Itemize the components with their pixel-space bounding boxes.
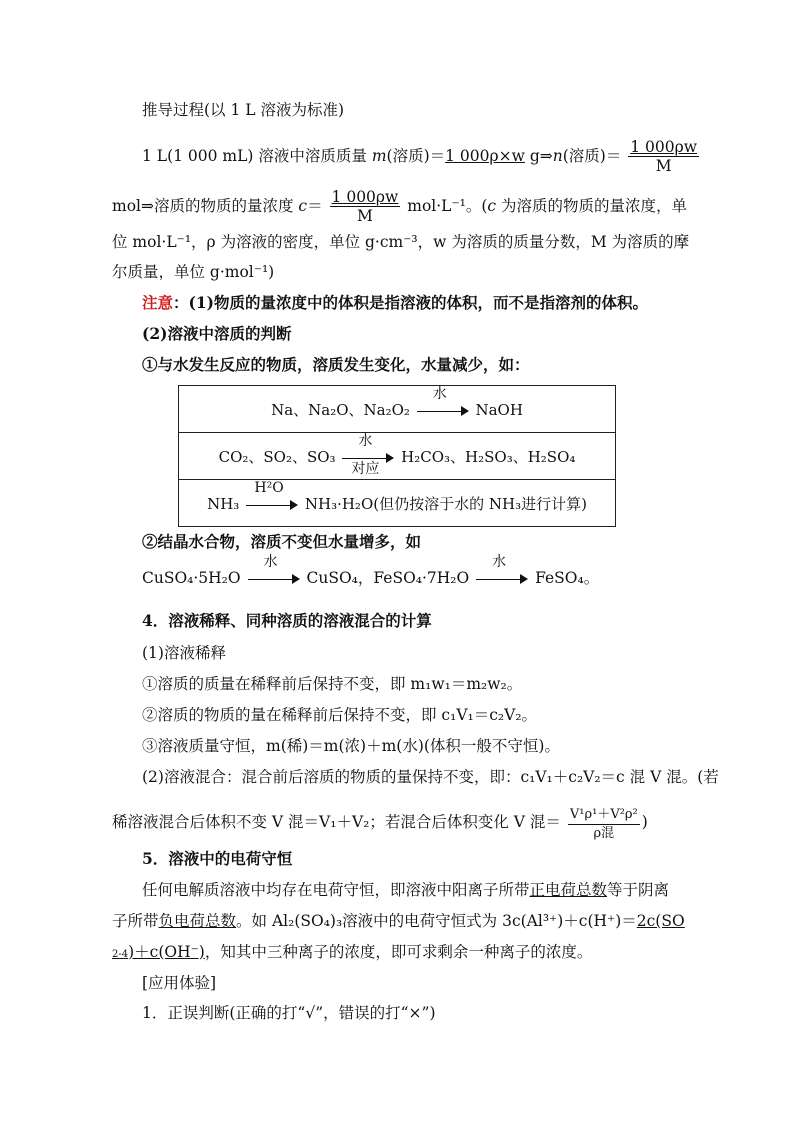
hydrate-1: CuSO₄·5H₂O xyxy=(142,569,241,587)
var-n: n xyxy=(552,147,563,165)
underlined-answer: 正电荷总数 xyxy=(529,881,608,899)
table-row xyxy=(179,480,616,527)
reactants: Na、Na₂O、Na₂O₂ xyxy=(271,400,410,419)
product-2: FeSO₄。 xyxy=(535,569,600,587)
arrow-head-icon xyxy=(292,574,300,584)
arrow-label: 水 xyxy=(492,554,507,570)
text: 等于阴离 xyxy=(607,881,670,899)
charge-conservation-line-2 xyxy=(112,911,685,931)
arrow-head-icon xyxy=(520,574,528,584)
underlined-answer: 1 000ρ×w xyxy=(445,147,525,165)
note-line xyxy=(142,293,648,313)
fraction-3 xyxy=(568,806,640,843)
fraction-numerator: V¹ρ¹＋V²ρ² xyxy=(568,806,640,825)
var-c: c xyxy=(298,197,308,215)
table-cell xyxy=(179,480,616,527)
section-5-heading: 5．溶液中的电荷守恒 xyxy=(142,849,293,868)
arrow-label: 水 xyxy=(358,432,373,449)
note-label: 注意 xyxy=(142,293,174,312)
arrow-label: 水 xyxy=(263,554,278,570)
reaction-arrow xyxy=(476,554,528,588)
note-text: ：(1)物质的量浓度中的体积是指溶液的体积，而不是指溶剂的体积。 xyxy=(173,293,648,312)
dilution-rule-3: ③溶液质量守恒，m(稀)＝m(浓)＋m(水)(体积一般不守恒)。 xyxy=(142,737,560,755)
text: 子所带 xyxy=(112,912,159,930)
text: 为溶质的物质的量浓度，单 xyxy=(496,197,688,215)
var-c: c xyxy=(487,197,497,215)
products: H₂CO₃、H₂SO₃、H₂SO₄ xyxy=(401,447,576,466)
charge-conservation-line-1 xyxy=(142,880,669,900)
fraction-numerator: 1 000ρw xyxy=(331,188,399,206)
dilution-rule-2: ②溶质的物质的量在稀释前后保持不变，即 c₁V₁＝c₂V₂。 xyxy=(142,706,538,724)
fraction-denominator: ρ混 xyxy=(593,826,615,841)
table-row xyxy=(179,433,616,480)
text: 1 L(1 000 mL) 溶液中溶质质量 xyxy=(142,147,372,165)
subheading-solute: (2)溶液中溶质的判断 xyxy=(142,324,292,343)
application-heading: [应用体验] xyxy=(142,974,217,992)
concentration-formula-line xyxy=(112,188,687,225)
fraction-denominator: M xyxy=(655,157,672,175)
text: mol⇒溶质的物质的量浓度 xyxy=(112,197,299,215)
text: (溶质)＝ xyxy=(562,147,622,165)
units-line: 位 mol·L⁻¹，ρ 为溶液的密度，单位 g·cm⁻³，w 为溶质的质量分数，M 为溶质的摩 xyxy=(112,233,690,251)
item-hydrate: ②结晶水合物，溶质不变但水量增多，如 xyxy=(142,532,422,551)
reaction-table xyxy=(178,385,616,527)
sulfate-charge: 2-4 xyxy=(112,949,129,960)
reaction-arrow xyxy=(246,479,298,514)
text: ＝ xyxy=(307,197,323,215)
hydrate-equation-line xyxy=(142,554,600,588)
subheading-dilution: (1)溶液稀释 xyxy=(142,644,226,662)
item-react-water: ①与水发生反应的物质，溶质发生变化，水量减少，如： xyxy=(142,355,530,374)
arrow-label-below: 对应 xyxy=(351,460,380,477)
arrow-label: H²O xyxy=(254,479,284,496)
text: 任何电解质溶液中均存在电荷守恒，即溶液中阳离子所带 xyxy=(142,881,530,899)
reaction-arrow xyxy=(417,385,469,420)
text: 。如 Al₂(SO₄)₃溶液中的电荷守恒式为 3c(Al³⁺)＋c(H⁺)＝ xyxy=(236,912,637,930)
table-cell xyxy=(179,433,616,480)
charge-conservation-line-3 xyxy=(112,942,592,965)
section-4-heading: 4．溶液稀释、同种溶质的溶液混合的计算 xyxy=(142,611,432,630)
arrow-head-icon xyxy=(461,406,469,416)
products: NaOH xyxy=(475,400,523,419)
arrow-label: 水 xyxy=(432,385,447,402)
text: (溶质)＝ xyxy=(386,147,446,165)
reactants: NH₃ xyxy=(207,494,240,513)
dilution-rule-1: ①溶质的质量在稀释前后保持不变，即 m₁w₁＝m₂w₂。 xyxy=(142,675,523,693)
text: ，知其中三种离子的浓度，即可求剩余一种离子的浓度。 xyxy=(204,943,593,961)
mixing-volume-line xyxy=(112,806,648,843)
text: g⇒ xyxy=(524,147,553,165)
underlined-answer: )＋c(OH⁻) xyxy=(128,943,205,961)
mixing-rule: (2)溶液混合：混合前后溶质的物质的量保持不变，即：c₁V₁＋c₂V₂＝c 混 V 混。(若 xyxy=(142,768,719,786)
exercise-1: 1．正误判断(正确的打“√”，错误的打“×”) xyxy=(142,1004,436,1022)
text: ) xyxy=(641,813,648,831)
arrow-head-icon xyxy=(290,500,298,510)
fraction-1 xyxy=(628,138,699,175)
reactants: CO₂、SO₂、SO₃ xyxy=(218,447,336,466)
mass-formula-line xyxy=(142,138,701,175)
table-row xyxy=(179,386,616,433)
reaction-arrow xyxy=(342,432,394,477)
var-m: m xyxy=(371,147,387,165)
fraction-numerator: 1 000ρw xyxy=(630,138,698,156)
products: NH₃·H₂O(但仍按溶于水的 NH₃进行计算) xyxy=(304,494,587,513)
fraction-denominator: M xyxy=(356,207,373,225)
text: mol·L⁻¹。( xyxy=(407,197,488,215)
text: 稀溶液混合后体积不变 V 混＝V₁＋V₂；若混合后体积变化 V 混＝ xyxy=(112,813,561,831)
fraction-2 xyxy=(330,188,401,225)
product-1: CuSO₄，FeSO₄·7H₂O xyxy=(306,569,470,587)
table-cell xyxy=(179,386,616,433)
units-line-2: 尔质量，单位 g·mol⁻¹) xyxy=(112,263,275,281)
underlined-answer: 负电荷总数 xyxy=(158,912,237,930)
reaction-arrow xyxy=(248,554,300,588)
derivation-heading: 推导过程(以 1 L 溶液为标准) xyxy=(142,101,345,119)
underlined-answer: 2c(SO xyxy=(636,912,685,930)
